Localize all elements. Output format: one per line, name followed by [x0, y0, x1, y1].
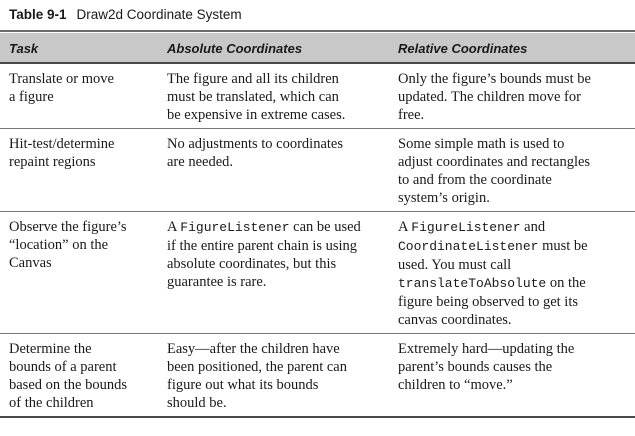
- code-identifier: FigureListener: [411, 220, 521, 235]
- table-title: Draw2d Coordinate System: [76, 7, 242, 22]
- cell-text: must be: [538, 238, 588, 254]
- task-line: a figure: [9, 89, 54, 105]
- cell-text: absolute coordinates, but this: [167, 256, 337, 272]
- cell-text: can be used: [289, 219, 361, 235]
- cell-text: The figure and all its children: [167, 71, 339, 87]
- cell-text: on the: [546, 275, 586, 291]
- task-line: Canvas: [9, 255, 52, 271]
- relative-cell: [389, 63, 635, 129]
- table-row: [0, 334, 635, 418]
- code-identifier: translateToAbsolute: [398, 276, 547, 291]
- table-caption: [9, 7, 242, 22]
- cell-text: No adjustments to coordinates: [167, 136, 343, 152]
- task-line: Determine the: [9, 341, 92, 357]
- coordinate-system-table: [0, 33, 635, 418]
- header-row: [0, 33, 635, 63]
- task-cell: [0, 212, 158, 334]
- table-body: [0, 63, 635, 417]
- cell-text: updated. The children move for: [398, 89, 581, 105]
- header-task: Task: [0, 33, 158, 63]
- task-cell: [0, 63, 158, 129]
- relative-cell: [389, 129, 635, 212]
- absolute-cell: [158, 334, 389, 418]
- cell-text: free.: [398, 107, 425, 123]
- task-line: Translate or move: [9, 71, 114, 87]
- table-number: Table 9-1: [9, 7, 67, 22]
- cell-text: canvas coordinates.: [398, 312, 512, 328]
- cell-text: system’s origin.: [398, 190, 490, 206]
- cell-text: A: [167, 219, 181, 235]
- cell-text: children to “move.”: [398, 377, 513, 393]
- relative-cell: [389, 212, 635, 334]
- cell-text: parent’s bounds causes the: [398, 359, 553, 375]
- cell-text: should be.: [167, 395, 227, 411]
- header-absolute: Absolute Coordinates: [158, 33, 389, 63]
- task-line: based on the bounds: [9, 377, 127, 393]
- cell-text: figure out what its bounds: [167, 377, 319, 393]
- table-row: [0, 63, 635, 129]
- cell-text: been positioned, the parent can: [167, 359, 347, 375]
- task-line: repaint regions: [9, 154, 96, 170]
- cell-text: used. You must call: [398, 257, 512, 273]
- header-relative: Relative Coordinates: [389, 33, 635, 63]
- code-identifier: CoordinateListener: [398, 239, 539, 254]
- cell-text: are needed.: [167, 154, 234, 170]
- cell-text: adjust coordinates and rectangles: [398, 154, 591, 170]
- caption-rule: [0, 30, 635, 32]
- table-row: [0, 212, 635, 334]
- cell-text: Easy—after the children have: [167, 341, 340, 357]
- cell-text: A: [398, 219, 412, 235]
- cell-text: to and from the coordinate: [398, 172, 552, 188]
- task-line: Hit-test/determine: [9, 136, 115, 152]
- relative-cell: [389, 334, 635, 418]
- task-cell: [0, 129, 158, 212]
- task-line: Observe the figure’s: [9, 219, 127, 235]
- cell-text: Extremely hard—updating the: [398, 341, 575, 357]
- absolute-cell: [158, 212, 389, 334]
- table-row: [0, 129, 635, 212]
- task-line: bounds of a parent: [9, 359, 117, 375]
- cell-text: figure being observed to get its: [398, 294, 578, 310]
- cell-text: Only the figure’s bounds must be: [398, 71, 591, 87]
- cell-text: must be translated, which can: [167, 89, 339, 105]
- cell-text: Some simple math is used to: [398, 136, 565, 152]
- absolute-cell: [158, 63, 389, 129]
- task-cell: [0, 334, 158, 418]
- cell-text: be expensive in extreme cases.: [167, 107, 346, 123]
- cell-text: and: [520, 219, 546, 235]
- cell-text: guarantee is rare.: [167, 274, 267, 290]
- code-identifier: FigureListener: [180, 220, 290, 235]
- task-line: of the children: [9, 395, 94, 411]
- task-line: “location” on the: [9, 237, 109, 253]
- absolute-cell: [158, 129, 389, 212]
- cell-text: if the entire parent chain is using: [167, 238, 358, 254]
